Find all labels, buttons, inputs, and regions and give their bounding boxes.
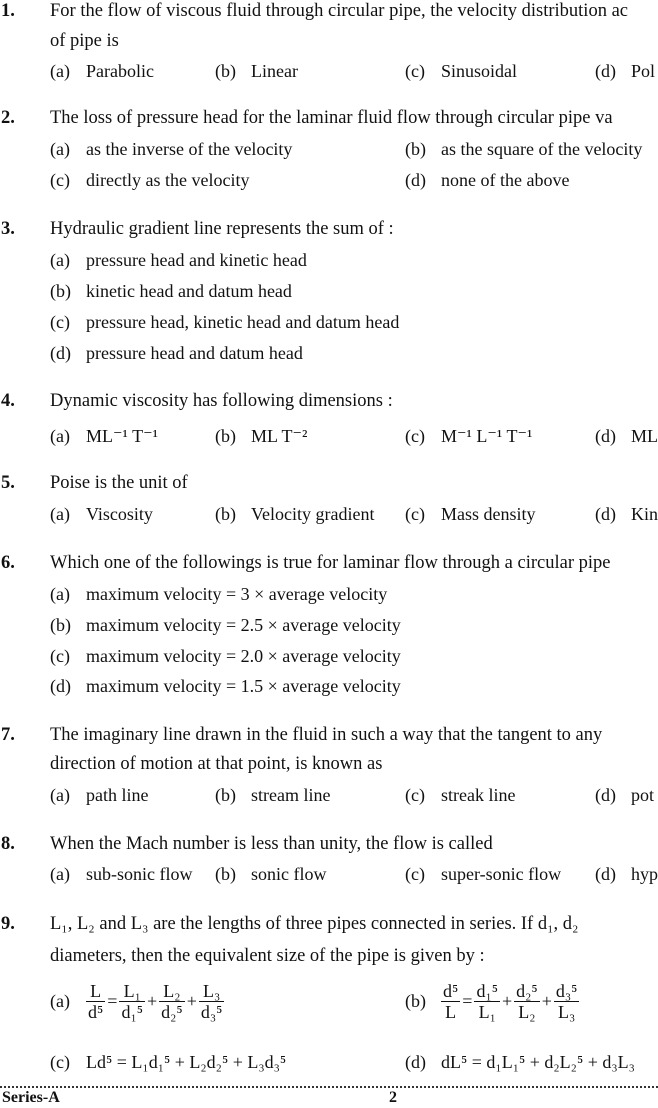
option-b: (b) maximum velocity = 2.5 × average velocity: [50, 615, 401, 635]
option-c: (c) M⁻¹ L⁻¹ T⁻¹: [405, 426, 533, 446]
option-a: (a) sub-sonic flow: [50, 864, 193, 884]
question-stem: For the flow of viscous fluid through circular pipe, the velocity distribution ac: [50, 1, 628, 21]
option-a: (a) path line: [50, 785, 149, 805]
question-number: 2.: [1, 108, 15, 128]
option-c: (c) super-sonic flow: [405, 864, 562, 884]
option-d: (d) none of the above: [405, 170, 570, 190]
option-c: (c) Sinusoidal: [405, 61, 518, 81]
fraction: $\frac{\text{d₃⁵}}{\text{L₃}}$: [555, 981, 578, 1022]
option-c: (c) maximum velocity = 2.0 × average velocity: [50, 646, 401, 666]
fraction: $\frac{L}{\text{d⁵}}$: [88, 981, 104, 1022]
option-d: (d) maximum velocity = 1.5 × average velocity: [50, 676, 401, 696]
option-b: (b) ML T⁻²: [215, 426, 308, 446]
question-stem: Poise is the unit of: [50, 473, 188, 493]
fraction: $\frac{\text{L₁}}{\text{d₁⁵}}$: [121, 981, 143, 1022]
option-d: (d) hyp: [595, 864, 658, 884]
question-stem: When the Mach number is less than unity, the flow is called: [50, 834, 493, 854]
option-d: (d) pressure head and datum head: [50, 343, 303, 363]
question-number: 5.: [1, 473, 15, 493]
footer-divider: [0, 1086, 658, 1088]
question-stem: Which one of the followings is true for laminar flow through a circular pipe: [50, 553, 611, 573]
option-b: (b) Linear: [215, 61, 298, 81]
question-stem: diameters, then the equivalent size of the pipe is given by :: [50, 946, 485, 966]
option-a: (a) Viscosity: [50, 504, 153, 524]
option-a: (a) maximum velocity = 3 × average velocity: [50, 584, 388, 604]
fraction: $\frac{\text{d₁⁵}}{\text{L₁}}$: [476, 981, 498, 1022]
option-a: (a) pressure head and kinetic head: [50, 250, 307, 270]
option-d: (d) ML: [595, 426, 658, 446]
option-b: (b) sonic flow: [215, 864, 327, 884]
option-d: (d) Kin: [595, 504, 658, 524]
fraction: $\frac{\text{L₂}}{\text{d₂⁵}}$: [161, 981, 183, 1022]
question-number: 8.: [1, 834, 15, 854]
option-c: (c) Ld⁵ = L₁d₁⁵ + L₂d₂⁵ + L₃d₃⁵: [50, 1052, 287, 1072]
option-b: (b) Velocity gradient: [215, 504, 375, 524]
option-a: (a) as the inverse of the velocity: [50, 139, 293, 159]
option-b: (b) kinetic head and datum head: [50, 281, 292, 301]
option-c: (c) pressure head, kinetic head and datum head: [50, 312, 400, 332]
question-number: 3.: [1, 219, 15, 239]
option-b-equation: (b) $\frac{\text{d⁵}}{L}$ = $\frac{\text{d₁⁵}}{\text{L₁}}$ + $\frac{\text{d₂⁵}}{\text{L₂}}$ + $\frac{\text{d₃⁵}}{\text{L₃}}$: [405, 981, 578, 1022]
question-number: 7.: [1, 725, 15, 745]
option-b: (b) stream line: [215, 785, 331, 805]
question-stem: The imaginary line drawn in the fluid in such a way that the tangent to any: [50, 725, 603, 745]
option-c: (c) Mass density: [405, 504, 536, 524]
option-d: (d) Pol: [595, 61, 656, 81]
question-number: 4.: [1, 391, 15, 411]
option-d: (d) dL⁵ = d₁L₁⁵ + d₂L₂⁵ + d₃L₃: [405, 1052, 635, 1072]
option-c: (c) directly as the velocity: [50, 170, 250, 190]
fraction: $\frac{\text{L₃}}{\text{d₃⁵}}$: [200, 981, 223, 1022]
option-a: (a) ML⁻¹ T⁻¹: [50, 426, 158, 446]
question-number: 9.: [1, 914, 15, 934]
question-number: 6.: [1, 553, 15, 573]
fraction: $\frac{\text{d⁵}}{L}$: [443, 981, 459, 1022]
option-d: (d) pot: [595, 785, 655, 805]
question-stem: of pipe is: [50, 31, 119, 51]
option-a: (a) Parabolic: [50, 61, 154, 81]
page-number: 2: [389, 1089, 397, 1106]
question-number: 1.: [1, 1, 15, 21]
option-c: (c) streak line: [405, 785, 516, 805]
series-label: Series-A: [2, 1089, 60, 1106]
question-stem: Hydraulic gradient line represents the sum of :: [50, 219, 394, 239]
option-b: (b) as the square of the velocity: [405, 139, 643, 159]
option-a-equation: (a) $\frac{L}{\text{d⁵}}$ = $\frac{\text{L₁}}{\text{d₁⁵}}$ + $\frac{\text{L₂}}{\text{d₂⁵}}$ + $\frac{\text{L₃}}{\text{d₃⁵}}$: [50, 981, 223, 1022]
question-stem: Dynamic viscosity has following dimensions :: [50, 391, 393, 411]
question-9: [0, 909, 658, 1089]
question-stem: The loss of pressure head for the laminar fluid flow through circular pipe va: [50, 108, 613, 128]
fraction: $\frac{\text{d₂⁵}}{\text{L₂}}$: [516, 981, 538, 1022]
question-stem: L₁, L₂ and L₃ are the lengths of three pipes connected in series. If d₁, d₂: [50, 914, 579, 934]
question-stem: direction of motion at that point, is known as: [50, 754, 383, 774]
